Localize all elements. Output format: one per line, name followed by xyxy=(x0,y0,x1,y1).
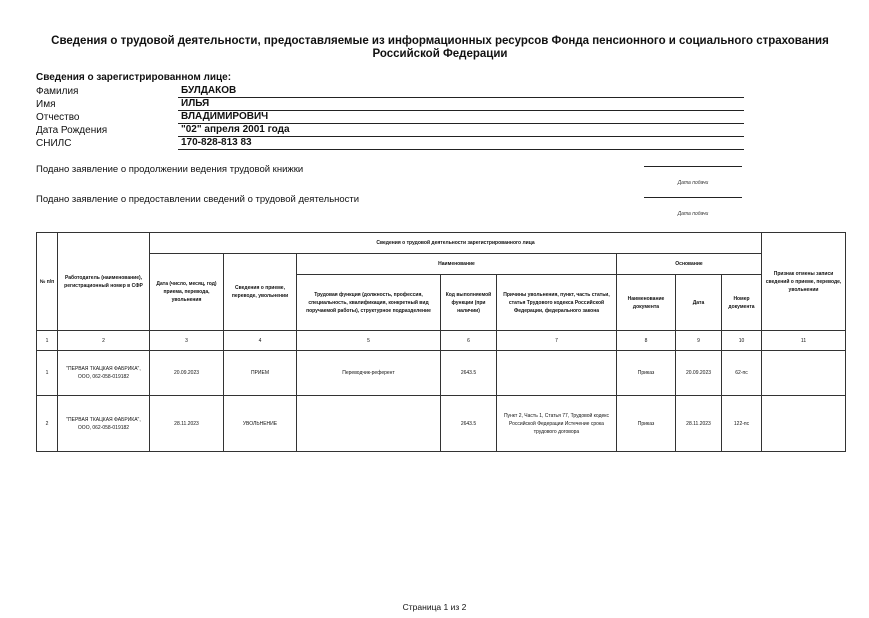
field-value-surname: БУЛДАКОВ xyxy=(178,85,744,98)
cell-num: 1 xyxy=(37,351,58,396)
header-doc-date: Дата xyxy=(676,275,722,331)
header-date: Дата (число, месяц, год) приема, перевода, увольнения xyxy=(150,254,224,331)
column-number: 10 xyxy=(722,331,762,351)
column-number: 3 xyxy=(150,331,224,351)
field-value-birthdate: "02" апреля 2001 года xyxy=(178,124,744,137)
cell-event: УВОЛЬНЕНИЕ xyxy=(224,396,297,452)
employment-table xyxy=(36,232,846,452)
field-value-name: ИЛЬЯ xyxy=(178,98,744,111)
column-number: 8 xyxy=(617,331,676,351)
cell-code: 2643.5 xyxy=(441,396,497,452)
cell-function xyxy=(297,396,441,452)
date-caption: Дата подачи xyxy=(677,211,709,217)
cell-date: 20.09.2023 xyxy=(150,351,224,396)
field-label-birthdate: Дата Рождения xyxy=(36,125,108,136)
column-number: 9 xyxy=(676,331,722,351)
cell-cancel xyxy=(762,396,846,452)
page-number: Страница 1 из 2 xyxy=(402,602,467,612)
document-title: Сведения о трудовой деятельности, предоставляемые из информационных ресурсов Фонда пенсионного и социального страхования Российской Федерации xyxy=(51,35,829,60)
header-event: Сведения о приеме, переводе, увольнении xyxy=(224,254,297,331)
header-doc-number: Номер документа xyxy=(722,275,762,331)
signature-line xyxy=(644,166,742,167)
column-number: 7 xyxy=(497,331,617,351)
cell-employer: "ПЕРВАЯ ТКАЦКАЯ ФАБРИКА", ООО, 062-058-019182 xyxy=(58,396,150,452)
field-value-patronymic: ВЛАДИМИРОВИЧ xyxy=(178,111,744,124)
cell-num: 2 xyxy=(37,396,58,452)
header-reasons: Причины увольнения, пункт, часть статьи, статья Трудового кодекса Российской Федерации, федерального закона xyxy=(497,275,617,331)
statement-info: Подано заявление о предоставлении сведений о трудовой деятельности xyxy=(36,194,360,205)
column-number: 11 xyxy=(762,331,846,351)
column-number-row xyxy=(37,331,846,351)
cell-reasons: Пункт 2, Часть 1, Статья 77, Трудовой кодекс Российской Федерации Истечение срока трудового договора xyxy=(497,396,617,452)
date-caption: Дата подачи xyxy=(677,180,709,186)
header-group-basis: Основание xyxy=(617,254,762,275)
header-group-name: Наименование xyxy=(297,254,617,275)
cell-doc-number: 122-пс xyxy=(722,396,762,452)
cell-doc-date: 28.11.2023 xyxy=(676,396,722,452)
field-label-patronymic: Отчество xyxy=(36,112,80,123)
header-doc-name: Наименование документа xyxy=(617,275,676,331)
cell-cancel xyxy=(762,351,846,396)
cell-employer: "ПЕРВАЯ ТКАЦКАЯ ФАБРИКА", ООО, 062-058-019182 xyxy=(58,351,150,396)
column-number: 6 xyxy=(441,331,497,351)
field-label-snils: СНИЛС xyxy=(36,138,72,149)
table-row xyxy=(37,396,846,452)
column-number: 1 xyxy=(37,331,58,351)
cell-doc-date: 20.09.2023 xyxy=(676,351,722,396)
cell-doc-name: Приказ xyxy=(617,351,676,396)
header-employer: Работодатель (наименование), регистрационный номер в СФР xyxy=(58,233,150,331)
header-code: Код выполняемой функции (при наличии) xyxy=(441,275,497,331)
statement-work-book: Подано заявление о продолжении ведения трудовой книжки xyxy=(36,164,304,175)
cell-date: 28.11.2023 xyxy=(150,396,224,452)
cell-doc-name: Приказ xyxy=(617,396,676,452)
field-label-surname: Фамилия xyxy=(36,86,79,97)
table-row xyxy=(37,351,846,396)
column-number: 5 xyxy=(297,331,441,351)
header-cancel: Признак отмены записи сведений о приеме, переводе, увольнении xyxy=(762,233,846,331)
header-num: № п/п xyxy=(37,233,58,331)
cell-reasons xyxy=(497,351,617,396)
field-label-name: Имя xyxy=(36,99,56,110)
field-value-snils: 170-828-813 83 xyxy=(178,137,744,150)
column-number: 4 xyxy=(224,331,297,351)
cell-function: Переводчик-референт xyxy=(297,351,441,396)
section-label: Сведения о зарегистрированном лице: xyxy=(36,72,232,83)
header-function: Трудовая функция (должность, профессия, специальность, квалификация, конкретный вид поручаемой работы), структурное подразделение xyxy=(297,275,441,331)
signature-line xyxy=(644,197,742,198)
column-number: 2 xyxy=(58,331,150,351)
cell-code: 2643.5 xyxy=(441,351,497,396)
cell-doc-number: 62-пс xyxy=(722,351,762,396)
header-group-main: Сведения о трудовой деятельности зарегистрированного лица xyxy=(150,233,762,254)
cell-event: ПРИЕМ xyxy=(224,351,297,396)
